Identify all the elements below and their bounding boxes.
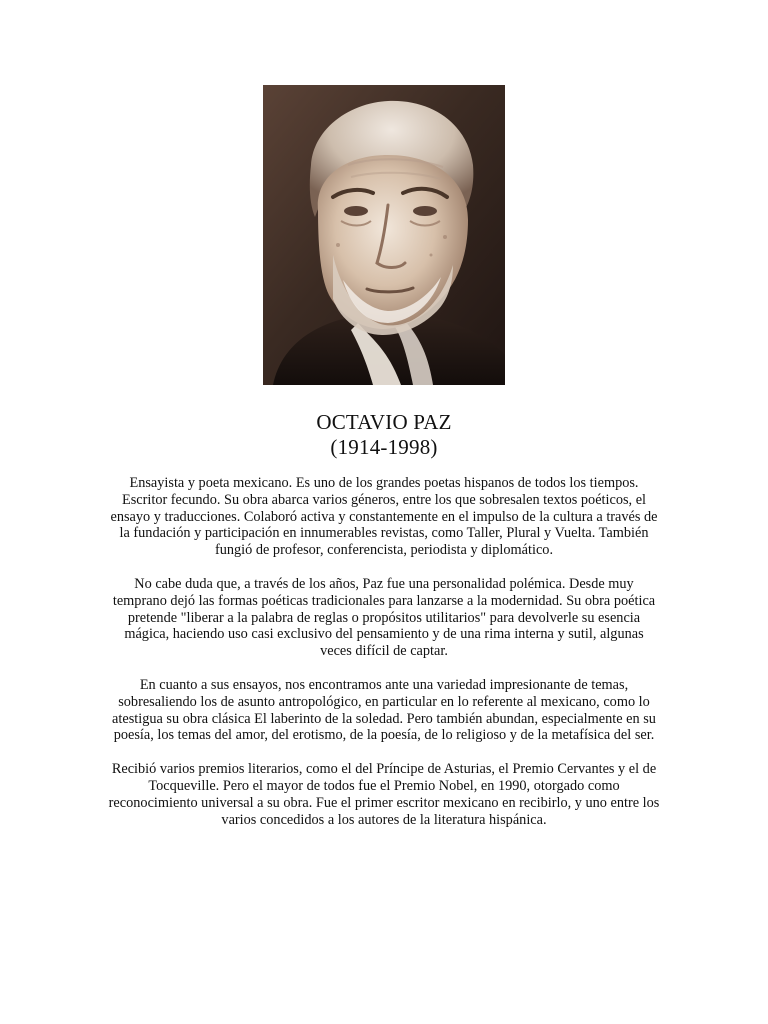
paragraph: Ensayista y poeta mexicano. Es uno de los grandes poetas hispanos de todos los tiempos. Escritor fecundo. Su obra abarca varios géneros, entre los que sobresalen textos poéticos, el ensayo y traducciones. Colaboró activa y constantemente en el impulso de la cultura a través de la fundación y participación en innumerables revistas, como Taller, Plural y Vuelta. También fungió de profesor, conferencista, periodista y diplomático. [110, 475, 658, 559]
paragraph: En cuanto a sus ensayos, nos encontramos ante una variedad impresionante de temas, sobresaliendo los de asunto antropológico, en particular en lo referente al mexicano, como lo atestigua su obra clásica El laberinto de la soledad. Pero también abundan, especialmente en su poesía, los temas del amor, del erotismo, de la poesía, de lo religioso y de la metafísica del ser. [112, 676, 656, 744]
biography-text [108, 475, 660, 845]
title-block [0, 410, 768, 460]
paragraph: Recibió varios premios literarios, como el del Príncipe de Asturias, el Premio Cervantes y el de Tocqueville. Pero el mayor de todos fue el Premio Nobel, en 1990, otorgado como reconocimiento universal a su obra. Fue el primer escritor mexicano en recibirlo, y uno entre los varios concedidos a los autores de la literatura hispánica. [108, 761, 660, 828]
author-name: OCTAVIO PAZ [316, 410, 452, 434]
life-dates: (1914-1998) [330, 435, 438, 459]
author-portrait [263, 85, 505, 385]
paragraph: No cabe duda que, a través de los años, Paz fue una personalidad polémica. Desde muy temprano dejó las formas poéticas tradicionales para lanzarse a la modernidad. Su obra poética pretende "liberar a la palabra de reglas o propósitos utilitarios" para devolverle su esencia mágica, haciendo uso casi exclusivo del pensamiento y de una rima interna y sutil, algunas veces difícil de captar. [112, 575, 656, 660]
